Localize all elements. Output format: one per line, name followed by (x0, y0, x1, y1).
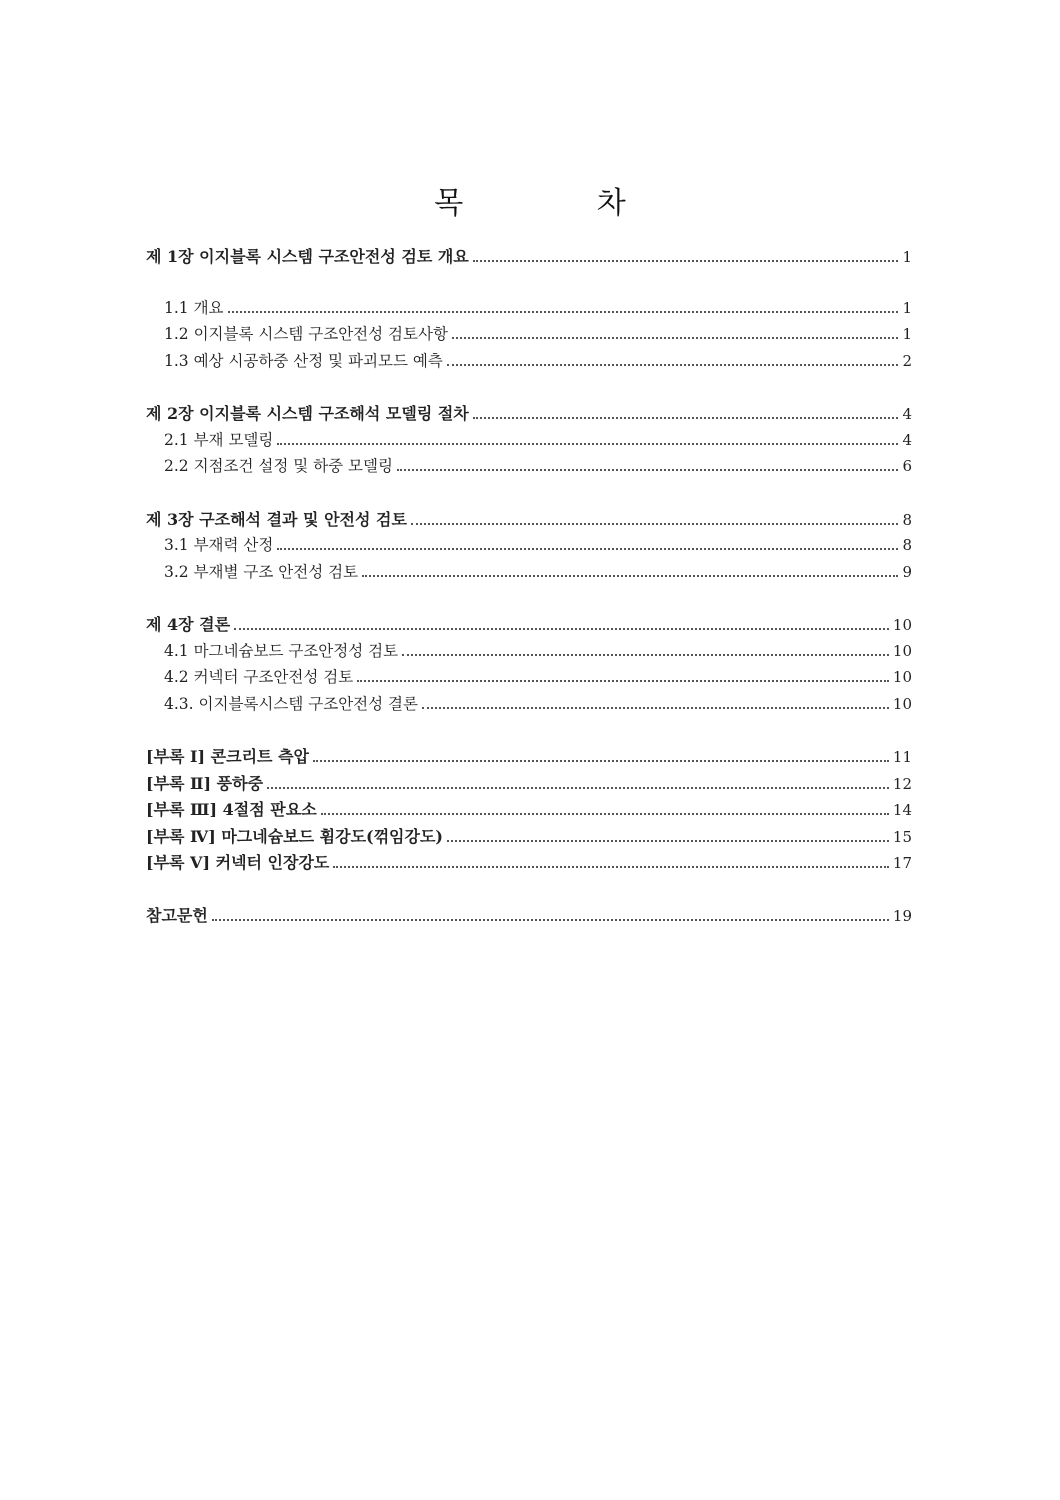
toc-entry-label: 4.2 커넥터 구조안전성 검토 (164, 668, 354, 686)
toc-entry-page: 6 (902, 457, 912, 475)
toc-entry-page: 2 (902, 351, 912, 370)
toc-entry-1-1[interactable] (146, 296, 912, 323)
toc-entry-label: 참고문헌 (146, 905, 208, 925)
toc-entry-label: 2.2 지점조건 설정 및 하중 모델링 (164, 457, 393, 475)
toc-entry-label: [부록 Ⅰ] 콘크리트 측압 (146, 747, 309, 766)
toc-entry-appendix-2[interactable] (146, 771, 912, 798)
toc-entry-page: 14 (892, 801, 912, 819)
toc-entry-appendix-5[interactable] (146, 850, 912, 877)
toc-entry-page: 4 (902, 430, 912, 449)
toc-entry-page: 9 (902, 562, 912, 581)
toc-entry-4-3[interactable] (146, 692, 912, 719)
toc-entry-label: 제 2장 이지블록 시스템 구조해석 모델링 절차 (146, 404, 469, 423)
dot-leader (267, 786, 889, 789)
dot-leader (402, 653, 889, 656)
toc-entry-page: 1 (902, 298, 912, 317)
toc-entry-page: 17 (892, 854, 912, 872)
dot-leader (313, 759, 889, 762)
table-of-contents (146, 244, 912, 929)
dot-leader (473, 259, 898, 262)
toc-entry-1-3[interactable] (146, 349, 912, 376)
toc-entry-appendix-4[interactable] (146, 824, 912, 851)
toc-entry-3-2[interactable] (146, 560, 912, 587)
dot-leader (473, 416, 898, 419)
toc-entry-label: 3.1 부재력 산정 (164, 536, 274, 554)
dot-leader (452, 336, 898, 339)
dot-leader (321, 812, 889, 815)
toc-entry-label: 제 3장 구조해석 결과 및 안전성 검토 (146, 509, 407, 529)
toc-entry-chapter-4[interactable] (146, 612, 912, 639)
toc-entry-appendix-1[interactable] (146, 744, 912, 771)
toc-entry-page: 8 (902, 536, 912, 554)
toc-entry-chapter-2[interactable] (146, 401, 912, 428)
toc-entry-page: 19 (892, 906, 912, 925)
toc-entry-label: [부록 Ⅲ] 4절점 판요소 (146, 800, 317, 819)
toc-entry-page: 10 (892, 694, 912, 713)
dot-leader (362, 574, 898, 577)
toc-entry-4-1[interactable] (146, 639, 912, 666)
dot-leader (357, 679, 889, 682)
toc-entry-label: [부록 Ⅴ] 커넥터 인장강도 (146, 853, 330, 872)
toc-entry-3-1[interactable] (146, 533, 912, 560)
toc-entry-page: 10 (892, 616, 912, 634)
toc-entry-label: 4.3. 이지블록시스템 구조안전성 결론 (164, 694, 418, 713)
dot-leader (234, 627, 889, 630)
toc-entry-label: 4.1 마그네슘보드 구조안정성 검토 (164, 641, 399, 660)
toc-entry-references[interactable] (146, 903, 912, 930)
toc-entry-label: 1.1 개요 (164, 298, 224, 317)
toc-entry-2-2[interactable] (146, 454, 912, 481)
toc-entry-label: 3.2 부재별 구조 안전성 검토 (164, 562, 359, 581)
toc-entry-page: 1 (902, 248, 912, 266)
toc-entry-label: 제 4장 결론 (146, 615, 231, 634)
toc-entry-label: 제 1장 이지블록 시스템 구조안전성 검토 개요 (146, 247, 469, 266)
toc-entry-1-2[interactable] (146, 322, 912, 349)
toc-entry-page: 11 (892, 748, 912, 766)
toc-entry-chapter-3[interactable] (146, 507, 912, 534)
toc-entry-page: 12 (892, 774, 912, 793)
toc-entry-label: 1.3 예상 시공하중 산정 및 파괴모드 예측 (164, 351, 443, 370)
dot-leader (228, 310, 898, 313)
toc-entry-4-2[interactable] (146, 665, 912, 692)
dot-leader (447, 839, 889, 842)
dot-leader (411, 522, 898, 525)
toc-entry-chapter-1[interactable] (146, 244, 912, 271)
toc-entry-label: 1.2 이지블록 시스템 구조안전성 검토사항 (164, 325, 448, 343)
toc-entry-page: 8 (902, 510, 912, 529)
dot-leader (277, 547, 898, 550)
dot-leader (447, 363, 898, 366)
dot-leader (333, 865, 889, 868)
toc-title: 목 차 (434, 186, 688, 221)
toc-entry-label: [부록 Ⅳ] 마그네슘보드 휨강도(꺾임강도) (146, 826, 443, 846)
toc-entry-page: 4 (902, 405, 912, 423)
toc-entry-label: 2.1 부재 모델링 (164, 430, 274, 449)
toc-entry-label: [부록 Ⅱ] 풍하중 (146, 773, 264, 793)
toc-entry-page: 1 (902, 325, 912, 343)
toc-entry-page: 10 (892, 641, 912, 660)
toc-entry-2-1[interactable] (146, 428, 912, 455)
dot-leader (212, 918, 889, 921)
toc-entry-appendix-3[interactable] (146, 797, 912, 824)
toc-entry-page: 10 (892, 668, 912, 686)
dot-leader (397, 468, 898, 471)
dot-leader (422, 706, 889, 709)
dot-leader (277, 442, 898, 445)
toc-entry-page: 15 (892, 827, 912, 846)
